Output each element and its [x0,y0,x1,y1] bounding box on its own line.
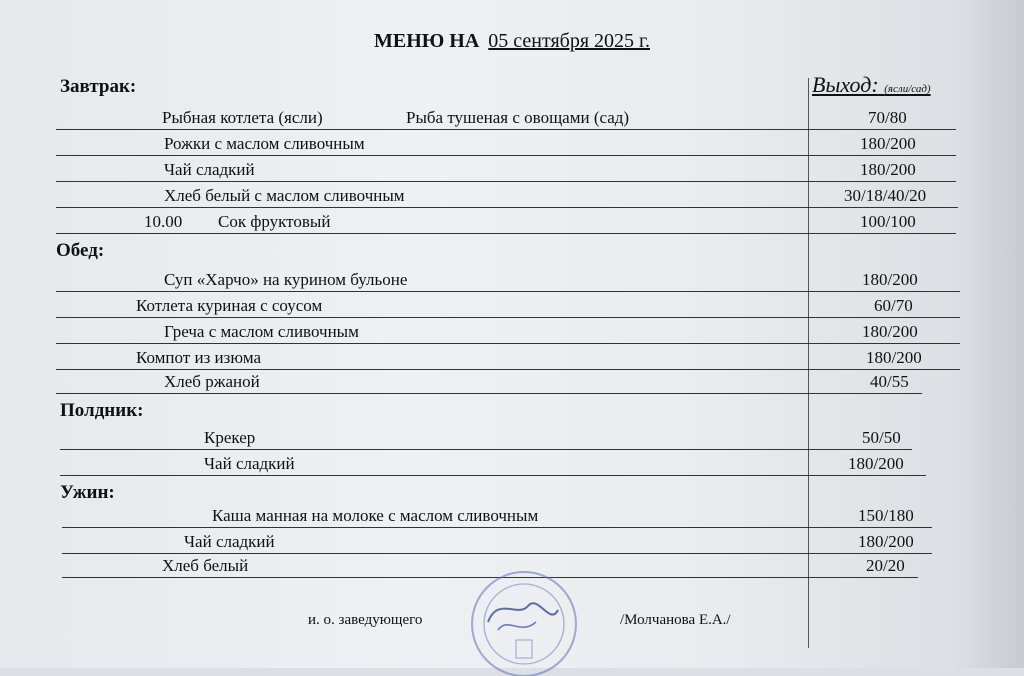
item-name: Чай сладкий [204,454,295,473]
item-value: 180/200 [860,134,916,153]
menu-row [0,160,1024,180]
item-name: Компот из изюма [136,348,262,367]
menu-row [0,134,1024,154]
official-stamp-icon [458,566,590,676]
section-snack-title: Полдник: [60,400,144,421]
item-value: 180/200 [862,322,918,341]
menu-row [0,270,1024,290]
item-name: Каша манная на молоке с маслом сливочным [212,506,539,525]
menu-row [0,348,1024,368]
menu-row [0,506,1024,526]
yield-header-label: Выход: [812,72,879,97]
item-value: 20/20 [866,556,905,575]
title-date: 05 сентября 2025 г. [488,30,650,52]
item-value: 100/100 [860,212,916,231]
signature-role: и. о. заведующего [308,612,423,628]
item-name: Чай сладкий [164,160,255,179]
item-name: Хлеб белый [162,556,249,575]
menu-row [0,322,1024,342]
menu-row [0,186,1024,206]
menu-row [0,108,1024,128]
menu-title [0,30,1024,53]
item-value: 180/200 [860,160,916,179]
item-value: 40/55 [870,372,909,391]
title-prefix: МЕНЮ НА [374,30,480,52]
section-dinner-title: Ужин: [60,482,115,503]
item-value: 180/200 [862,270,918,289]
item-value: 180/200 [848,454,904,473]
yield-header [812,72,931,98]
signature-name: /Молчанова Е.А./ [620,612,731,628]
item-name: Хлеб белый с маслом сливочным [164,186,405,205]
signature-line [308,612,731,629]
item-name: Хлеб ржаной [164,372,260,391]
section-lunch-title: Обед: [56,240,105,261]
item-name-alt: Рыба тушеная с овощами (сад) [406,108,630,127]
menu-row [0,428,1024,448]
item-value: 60/70 [874,296,913,315]
item-name: Чай сладкий [184,532,275,551]
item-name: Суп «Харчо» на курином бульоне [164,270,408,289]
menu-row [0,212,1024,232]
item-name: Котлета куриная с соусом [136,296,323,315]
item-value: 180/200 [858,532,914,551]
item-name: Греча с маслом сливочным [164,322,359,341]
section-breakfast-title: Завтрак: [60,76,137,97]
item-name: Рожки с маслом сливочным [164,134,365,153]
item-value: 150/180 [858,506,914,525]
item-name: Рыбная котлета (ясли) [162,108,323,127]
menu-row [0,454,1024,474]
menu-row [0,296,1024,316]
item-time: 10.00 [144,212,183,231]
item-value: 70/80 [868,108,907,127]
item-value: 30/18/40/20 [844,186,927,205]
item-name: Крекер [204,428,256,447]
item-value: 50/50 [862,428,901,447]
item-value: 180/200 [866,348,922,367]
item-name: Сок фруктовый [218,212,331,231]
menu-row [0,532,1024,552]
yield-header-sub: (ясли/сад) [884,83,931,95]
menu-row [0,372,1024,392]
